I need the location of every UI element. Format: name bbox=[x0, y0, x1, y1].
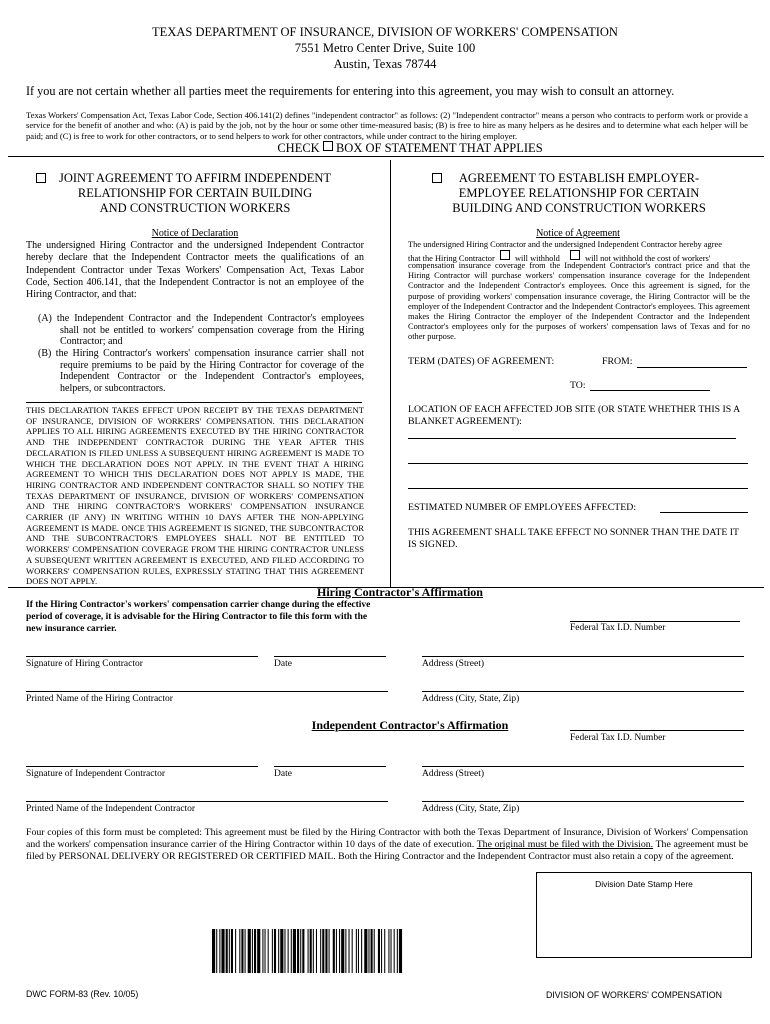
independent-address-street-field[interactable] bbox=[422, 766, 744, 767]
check-prefix: CHECK bbox=[277, 141, 320, 155]
hiring-address-street-label: Address (Street) bbox=[422, 659, 484, 669]
right-title-line1: AGREEMENT TO ESTABLISH EMPLOYER- bbox=[458, 171, 700, 185]
hiring-printed-name-label: Printed Name of the Hiring Contractor bbox=[26, 694, 173, 704]
agency-city: Austin, Texas 78744 bbox=[333, 57, 437, 71]
agency-name: TEXAS DEPARTMENT OF INSURANCE, DIVISION OF WORKERS' COMPENSATION bbox=[152, 25, 618, 39]
item-a-text: (A) the Independent Contractor and the Independent Contractor's employees shall not be entitled to workers' compensation coverage from the Hiring Contractor; and bbox=[38, 313, 364, 348]
independent-address-city-field[interactable] bbox=[422, 801, 744, 802]
independent-printed-name-field[interactable] bbox=[26, 801, 388, 802]
item-b-text: (B) the Hiring Contractor's workers' compensation insurance carrier shall not require premiums to be paid by the Hiring Contractor for coverage of the Independent Contractor or the Independent Contractor's employees, helpers, or subcontractors. bbox=[38, 348, 364, 394]
agreement-part2: will withhold bbox=[514, 254, 560, 263]
left-title-line1: JOINT AGREEMENT TO AFFIRM INDEPENDENT bbox=[58, 171, 331, 185]
declaration-text: The undersigned Hiring Contractor and the undersigned Independent Contractor hereby declare that the Independent Contractor meets the qualifications of an Independent Contractor under Texas Workers' Compensation Act, Texas Labor Code, Section 406.141, that the Independent Contractor is not an employee of the Hiring Contractor, and that: bbox=[26, 240, 364, 301]
left-title-line2: RELATIONSHIP FOR CERTAIN BUILDING bbox=[77, 186, 313, 200]
agreement-rest-text: compensation insurance coverage from the Independent Contractor's contract price and that the Hiring Contractor will purchase workers' compensation insurance coverage for the Independent Contractor and the Independent Contractor's employees. Once this agreement is signed, for the purpose of providing workers' compensation insurance coverage, the Hiring Contractor will be the employer of the Independent Contractor and the Independent Contractor's employees. This agreement makes the Hiring Contractor the employer of the Independent Contractor and the Independent Contractor's employees only for the purposes of workers' compensation laws of Texas and for no other purpose. bbox=[408, 261, 750, 342]
employees-label: ESTIMATED NUMBER OF EMPLOYEES AFFECTED: bbox=[408, 502, 637, 513]
agency-address: 7551 Metro Center Drive, Suite 100 bbox=[294, 41, 476, 55]
check-box-icon bbox=[323, 141, 333, 151]
hiring-tax-id-label: Federal Tax I.D. Number bbox=[570, 623, 666, 633]
footer-division: DIVISION OF WORKERS' COMPENSATION bbox=[546, 990, 723, 1000]
hiring-affirmation-title: Hiring Contractor's Affirmation bbox=[317, 585, 483, 599]
employees-field[interactable] bbox=[660, 512, 748, 513]
agreement-line1: The undersigned Hiring Contractor and the undersigned Independent Contractor hereby agree bbox=[408, 240, 722, 249]
hiring-signature-field[interactable] bbox=[26, 656, 258, 657]
location-label: LOCATION OF EACH AFFECTED JOB SITE (OR STATE WHETHER THIS IS A BLANKET AGREEMENT): bbox=[408, 404, 740, 427]
notice-of-declaration: Notice of Declaration bbox=[151, 228, 239, 239]
division-date-stamp-label: Division Date Stamp Here bbox=[595, 879, 693, 889]
independent-date-field[interactable] bbox=[274, 766, 386, 767]
hiring-address-city-label: Address (City, State, Zip) bbox=[422, 694, 520, 704]
filing-instructions bbox=[26, 827, 748, 863]
hiring-carrier-note: If the Hiring Contractor's workers' compensation carrier change during the effective period of coverage, it is advisable for the Hiring Contractor to file this form with the new insurance carrier. bbox=[26, 600, 371, 634]
hiring-tax-id-field[interactable] bbox=[570, 621, 740, 622]
independent-tax-id-label: Federal Tax I.D. Number bbox=[570, 733, 666, 743]
form-barcode bbox=[212, 929, 482, 973]
from-field[interactable] bbox=[637, 367, 747, 368]
section-divider bbox=[8, 156, 764, 157]
column-separator bbox=[390, 160, 391, 588]
location-field-line1[interactable] bbox=[408, 438, 736, 439]
advisory-text: If you are not certain whether all parties meet the requirements for entering into this agreement, you may wish to consult an attorney. bbox=[26, 84, 675, 98]
left-divider bbox=[26, 402, 362, 403]
definition-text: Texas Workers' Compensation Act, Texas Labor Code, Section 406.141(2) defines "independent contractor" as follows: (2) "Independent contractor" means a person who contracts to perform work or provide a service for the benefit of another and who: (A) is paid by the job, not by the hour or some other time-measured basis; (B) is free to hire as many helpers as he desires and to determine what each helper will be paid; and (C) is free to work for other contractors, or to send helpers to work for other contractors, while under contract to the hiring employer. bbox=[26, 110, 748, 141]
agreement-effect-text: THIS AGREEMENT SHALL TAKE EFFECT NO SONNER THAN THE DATE IT IS SIGNED. bbox=[408, 527, 739, 550]
independent-date-label: Date bbox=[274, 769, 292, 779]
independent-printed-name-label: Printed Name of the Independent Contractor bbox=[26, 804, 196, 814]
hiring-signature-label: Signature of Hiring Contractor bbox=[26, 659, 143, 669]
right-title-line2: EMPLOYEE RELATIONSHIP FOR CERTAIN bbox=[458, 186, 700, 200]
notice-of-agreement: Notice of Agreement bbox=[536, 228, 620, 239]
hiring-date-field[interactable] bbox=[274, 656, 386, 657]
left-title-line3: AND CONSTRUCTION WORKERS bbox=[99, 201, 291, 215]
hiring-date-label: Date bbox=[274, 659, 292, 669]
location-field-line3[interactable] bbox=[408, 488, 748, 489]
hiring-address-street-field[interactable] bbox=[422, 656, 744, 657]
independent-affirmation-title: Independent Contractor's Affirmation bbox=[311, 718, 509, 732]
hiring-printed-name-field[interactable] bbox=[26, 691, 388, 692]
agreement-part3: will not withhold the cost of workers' bbox=[585, 254, 711, 263]
independent-address-city-label: Address (City, State, Zip) bbox=[422, 804, 520, 814]
from-label: FROM: bbox=[602, 356, 633, 367]
declaration-effect-text: THIS DECLARATION TAKES EFFECT UPON RECEIPT BY THE TEXAS DEPARTMENT OF INSURANCE, DIVISION OF WORKERS' COMPENSATION. THIS DECLARATION APPLIES TO ALL HIRING AGREEMENTS EXECUTED BY THE HIRING CONTRACTOR AND THE INDEPENDENT CONTRACTOR DURING THE YEAR AFTER THIS DECLARATION IS FILED UNLESS A SUBSEQUENT HIRING AGREEMENT IS MADE TO WHICH THE DECLARATION DOES NOT APPLY. IN THE EVENT THAT A HIRING AGREEMENT TO WHICH THIS DECLARATION DOES NOT APPLY IS MADE, THE HIRING CONTRACTOR AND INDEPENDENT CONTRACTOR SHALL SO NOTIFY THE TEXAS DEPARTMENT OF INSURANCE, DIVISION OF WORKERS' COMPENSATION AND THE HIRING CONTRACTOR'S WORKERS' COMPENSATION INSURANCE CARRIER (IF ANY) IN WRITING WITHIN 10 DAYS AFTER THE NON-APPLYING AGREEMENT IS MADE. ONCE THIS AGREEMENT IS SIGNED, THE SUBCONTRACTOR AND THE SUBCONTRACTOR'S EMPLOYEES SHALL NOT BE ENTITLED TO WORKERS' COMPENSATION COVERAGE FROM THE HIRING CONTRACTOR UNLESS A SUBSEQUENT WRITTEN AGREEMENT IS EXECUTED, AND FILED ACCORDING TO WORKERS' COMPENSATION RULES, EXPRESSLY STATING THAT THIS AGREEMENT DOES NOT APPLY. bbox=[26, 405, 364, 587]
independent-signature-label: Signature of Independent Contractor bbox=[26, 769, 166, 779]
filing-instructions-part2: The agreement must be filed by PERSONAL DELIVERY OR REGISTERED OR CERTIFIED MAIL. Both the Hiring Contractor and the Independent Contractor must also retain a copy of the agreement. bbox=[26, 839, 748, 862]
to-field[interactable] bbox=[590, 390, 710, 391]
right-title-line3: BUILDING AND CONSTRUCTION WORKERS bbox=[452, 201, 706, 215]
hiring-address-city-field[interactable] bbox=[422, 691, 744, 692]
to-label: TO: bbox=[570, 380, 586, 391]
agreement-part1: that the Hiring Contractor bbox=[408, 254, 495, 263]
will-not-withhold-checkbox[interactable] bbox=[570, 250, 580, 260]
independent-signature-field[interactable] bbox=[26, 766, 258, 767]
check-suffix: BOX OF STATEMENT THAT APPLIES bbox=[335, 141, 543, 155]
location-field-line2[interactable] bbox=[408, 463, 748, 464]
independent-address-street-label: Address (Street) bbox=[422, 769, 484, 779]
form-id: DWC FORM-83 (Rev. 10/05) bbox=[26, 989, 139, 999]
will-withhold-checkbox[interactable] bbox=[500, 250, 510, 260]
division-date-stamp-box bbox=[536, 872, 752, 958]
filing-instructions-part1: Four copies of this form must be completed: This agreement must be filed by the Hiring Contractor with both the Texas Department of Insurance, Division of Workers' Compensation and the workers' compensation insurance carrier of the Hiring Contractor within 10 days of the date of execution. bbox=[26, 827, 748, 850]
check-instruction bbox=[0, 141, 770, 156]
term-label: TERM (DATES) OF AGREEMENT: bbox=[408, 356, 555, 367]
independent-tax-id-field[interactable] bbox=[570, 730, 744, 731]
filing-instructions-original: The original must be filed with the Division. bbox=[476, 839, 654, 850]
